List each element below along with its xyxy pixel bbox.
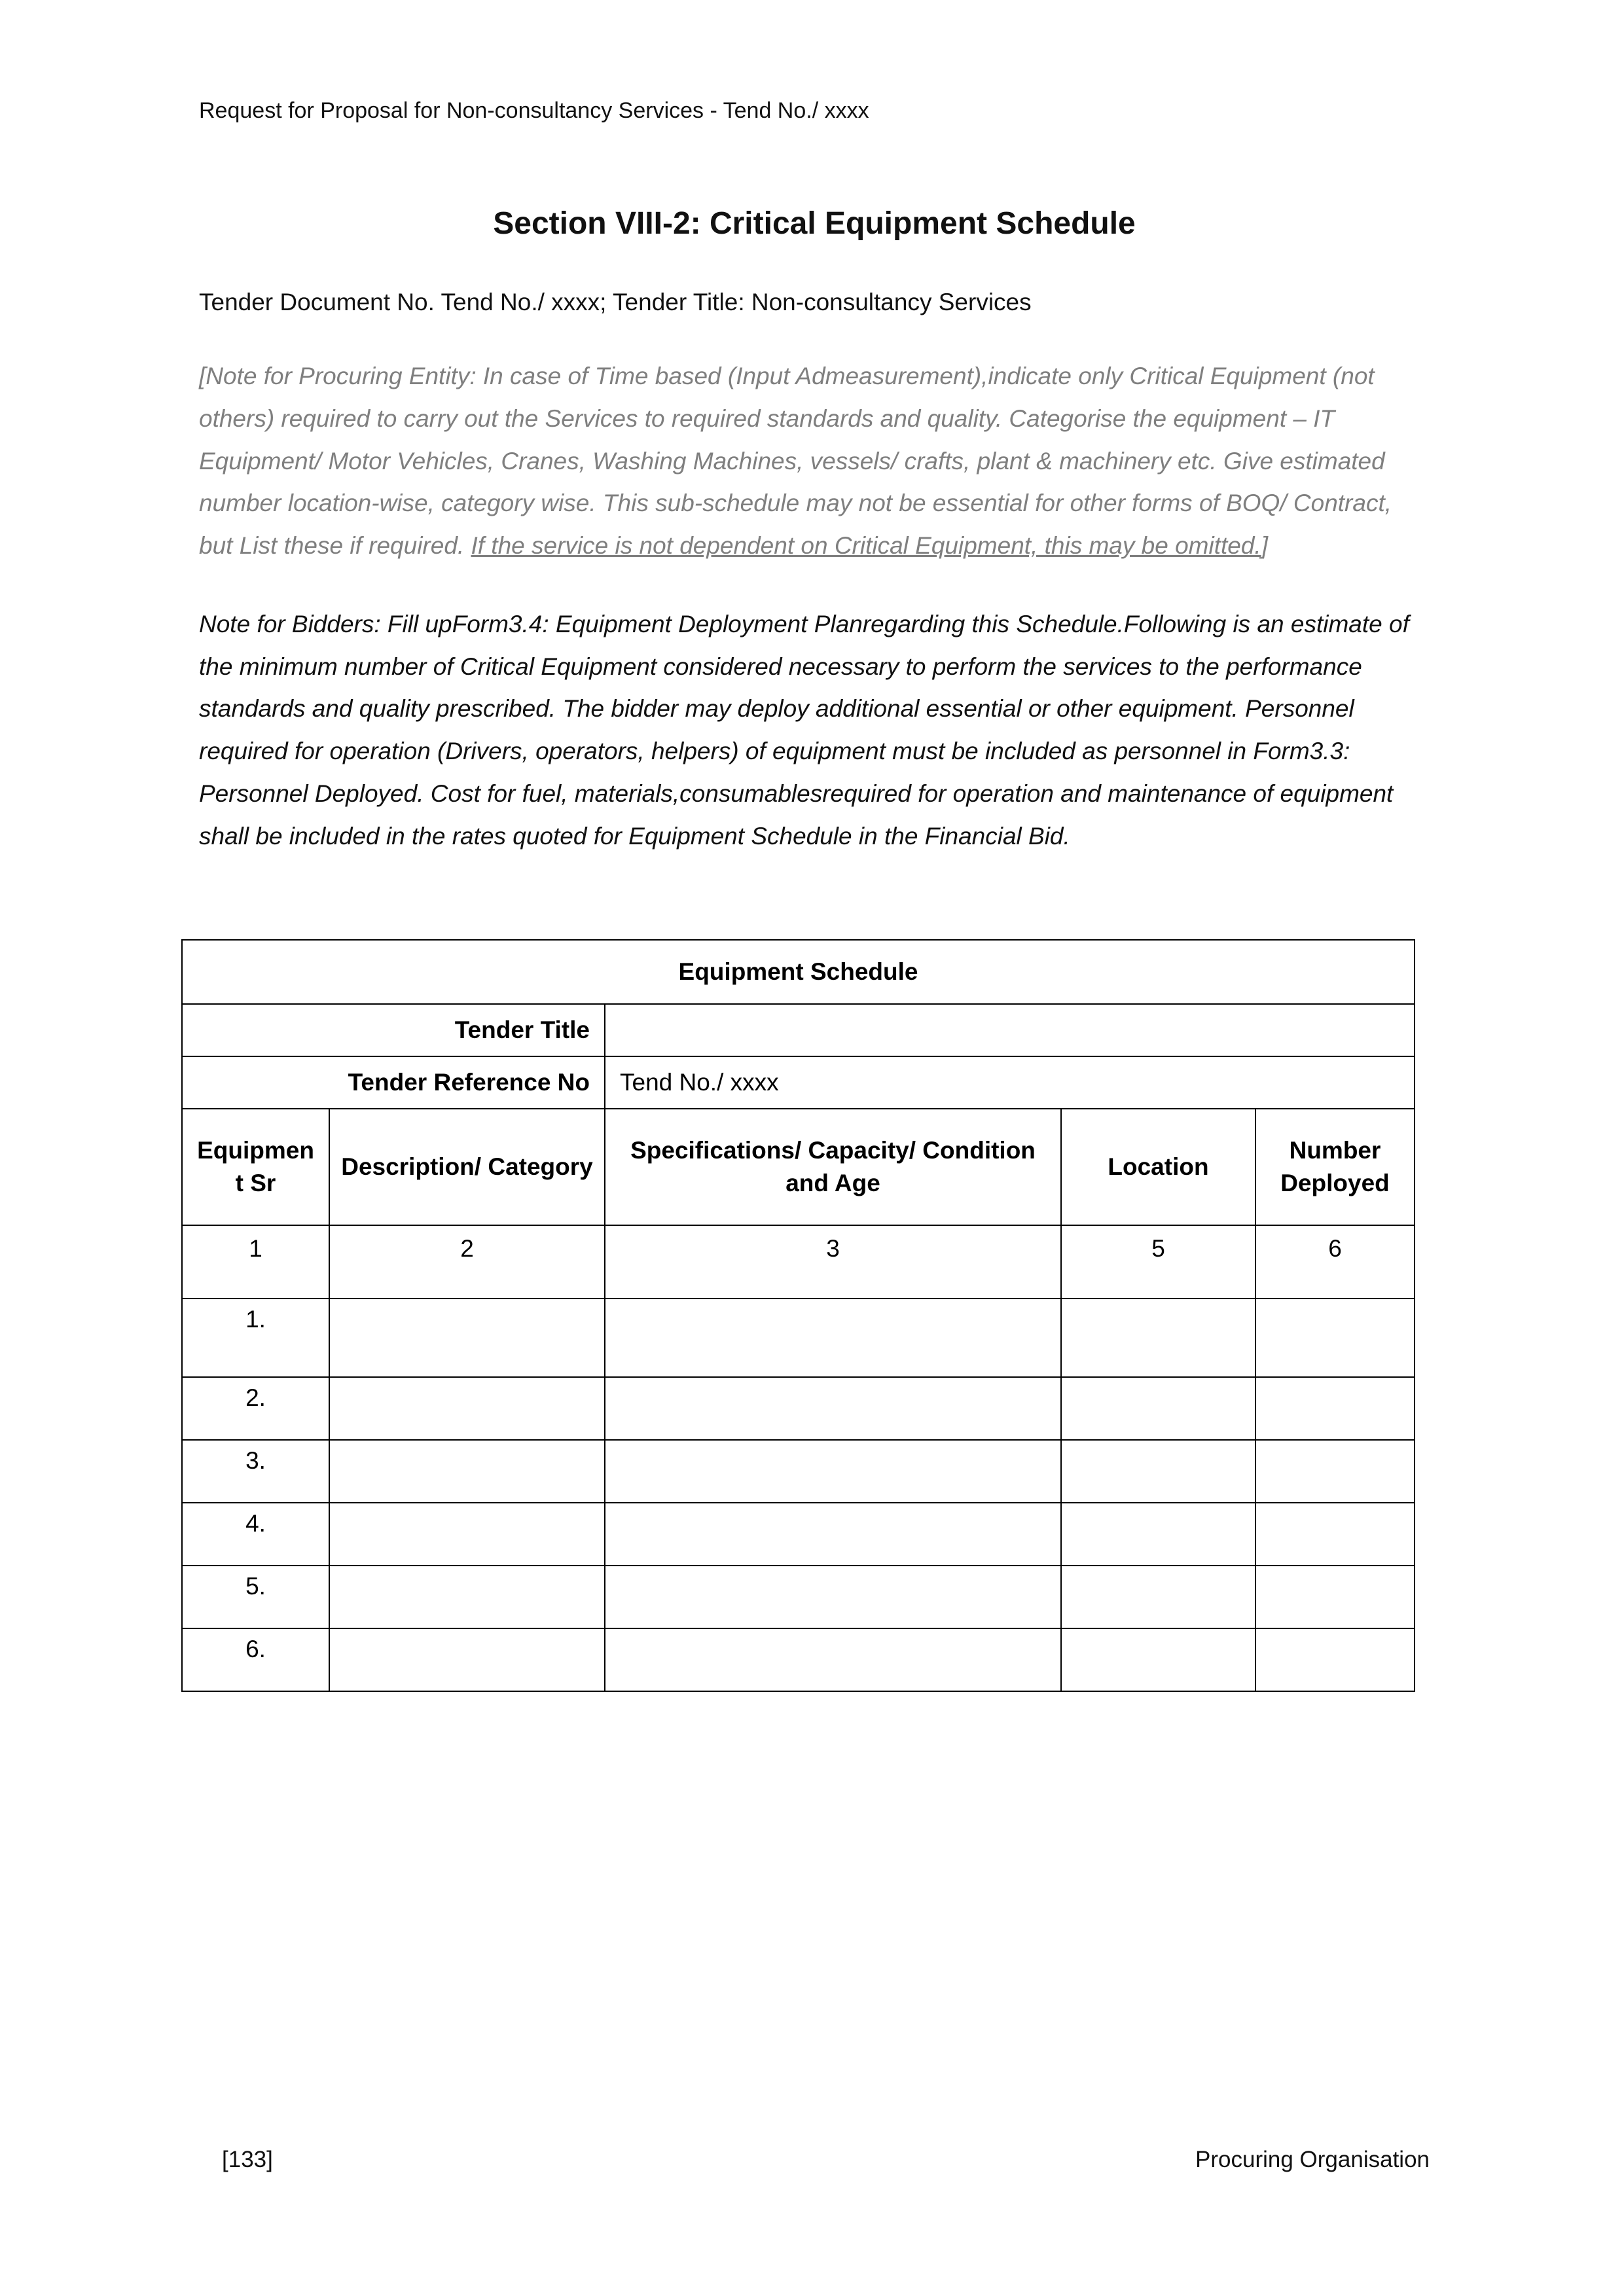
empty-cell bbox=[329, 1299, 605, 1377]
empty-cell bbox=[1255, 1628, 1415, 1691]
empty-cell bbox=[605, 1628, 1061, 1691]
page-content bbox=[199, 98, 1430, 1692]
empty-cell bbox=[329, 1377, 605, 1440]
equipment-schedule-table bbox=[181, 939, 1415, 1692]
empty-cell bbox=[329, 1566, 605, 1628]
empty-cell bbox=[1255, 1566, 1415, 1628]
empty-cell bbox=[1061, 1566, 1255, 1628]
table-title-row bbox=[182, 940, 1415, 1004]
page-footer bbox=[199, 2147, 1430, 2173]
empty-cell bbox=[605, 1299, 1061, 1377]
col-number-6: 6 bbox=[1255, 1225, 1415, 1299]
col-header-specifications: Specifications/ Capacity/ Condition and Age bbox=[605, 1109, 1061, 1225]
col-header-number-deployed: Number Deployed bbox=[1255, 1109, 1415, 1225]
tender-title-label: Tender Title bbox=[182, 1004, 605, 1056]
row-sr-label: 2. bbox=[182, 1377, 329, 1440]
column-header-row bbox=[182, 1109, 1415, 1225]
row-sr-label: 5. bbox=[182, 1566, 329, 1628]
empty-cell bbox=[605, 1503, 1061, 1566]
empty-cell bbox=[1061, 1299, 1255, 1377]
note-procuring-underlined: If the service is not dependent on Critical Equipment, this may be omitted. bbox=[471, 532, 1261, 559]
column-number-row bbox=[182, 1225, 1415, 1299]
empty-cell bbox=[605, 1440, 1061, 1503]
note-bidders: Note for Bidders: Fill upForm3.4: Equipment Deployment Planregarding this Schedule.Following is an estimate of the minimum number of Critical Equipment considered necessary to perform the services to the performance standards and quality prescribed. The bidder may deploy additional essential or other equipment. Personnel required for operation (Drivers, operators, helpers) of equipment must be included as personnel in Form3.3: Personnel Deployed. Cost for fuel, materials,consumablesrequired for operation and maintenance of equipment shall be included in the rates quoted for Equipment Schedule in the Financial Bid. bbox=[199, 610, 1409, 850]
empty-cell bbox=[1061, 1503, 1255, 1566]
table-row bbox=[182, 1440, 1415, 1503]
col-number-2: 2 bbox=[329, 1225, 605, 1299]
empty-cell bbox=[1061, 1377, 1255, 1440]
col-header-equipment-sr: Equipment Sr bbox=[182, 1109, 329, 1225]
col-number-1: 1 bbox=[182, 1225, 329, 1299]
col-number-5: 5 bbox=[1061, 1225, 1255, 1299]
empty-cell bbox=[1255, 1503, 1415, 1566]
footer-organisation: Procuring Organisation bbox=[1195, 2147, 1430, 2172]
note-procuring-entity bbox=[199, 355, 1430, 567]
empty-cell bbox=[1255, 1299, 1415, 1377]
empty-cell bbox=[1061, 1440, 1255, 1503]
empty-cell bbox=[1255, 1377, 1415, 1440]
table-title: Equipment Schedule bbox=[182, 940, 1415, 1004]
note-procuring-text: [Note for Procuring Entity: In case of Time based (Input Admeasurement),indicate only Critical Equipment (not others) required to carry out the Services to required standards and quality. Categorise the equipment – IT Equipment/ Motor Vehicles, Cranes, Washing Machines, vessels/ crafts, plant & machinery etc. Give estimated number location-wise, category wise. This sub-schedule may not be essential for other forms of BOQ/ Contract, but List these if required. bbox=[199, 363, 1392, 559]
col-header-description-category: Description/ Category bbox=[329, 1109, 605, 1225]
empty-cell bbox=[329, 1440, 605, 1503]
row-sr-label: 6. bbox=[182, 1628, 329, 1691]
col-header-location: Location bbox=[1061, 1109, 1255, 1225]
table-row bbox=[182, 1503, 1415, 1566]
empty-cell bbox=[605, 1566, 1061, 1628]
section-title: Section VIII-2: Critical Equipment Schedule bbox=[493, 206, 1136, 241]
tender-title-row bbox=[182, 1004, 1415, 1056]
running-header: Request for Proposal for Non-consultancy Services - Tend No./ xxxx bbox=[199, 98, 869, 123]
table-row bbox=[182, 1566, 1415, 1628]
empty-cell bbox=[329, 1503, 605, 1566]
tender-reference-row bbox=[182, 1056, 1415, 1109]
table-row bbox=[182, 1377, 1415, 1440]
page-number: [133] bbox=[222, 2147, 273, 2172]
empty-cell bbox=[329, 1628, 605, 1691]
empty-cell bbox=[605, 1377, 1061, 1440]
tender-reference-label: Tender Reference No bbox=[182, 1056, 605, 1109]
tender-document-line: Tender Document No. Tend No./ xxxx; Tender Title: Non-consultancy Services bbox=[199, 289, 1032, 315]
row-sr-label: 3. bbox=[182, 1440, 329, 1503]
table-row bbox=[182, 1628, 1415, 1691]
empty-cell bbox=[1255, 1440, 1415, 1503]
empty-cell bbox=[1061, 1628, 1255, 1691]
table-row bbox=[182, 1299, 1415, 1377]
row-sr-label: 4. bbox=[182, 1503, 329, 1566]
tender-reference-value: Tend No./ xxxx bbox=[605, 1056, 1415, 1109]
col-number-3: 3 bbox=[605, 1225, 1061, 1299]
tender-title-value bbox=[605, 1004, 1415, 1056]
row-sr-label: 1. bbox=[182, 1299, 329, 1377]
note-procuring-tail: ] bbox=[1261, 532, 1268, 559]
